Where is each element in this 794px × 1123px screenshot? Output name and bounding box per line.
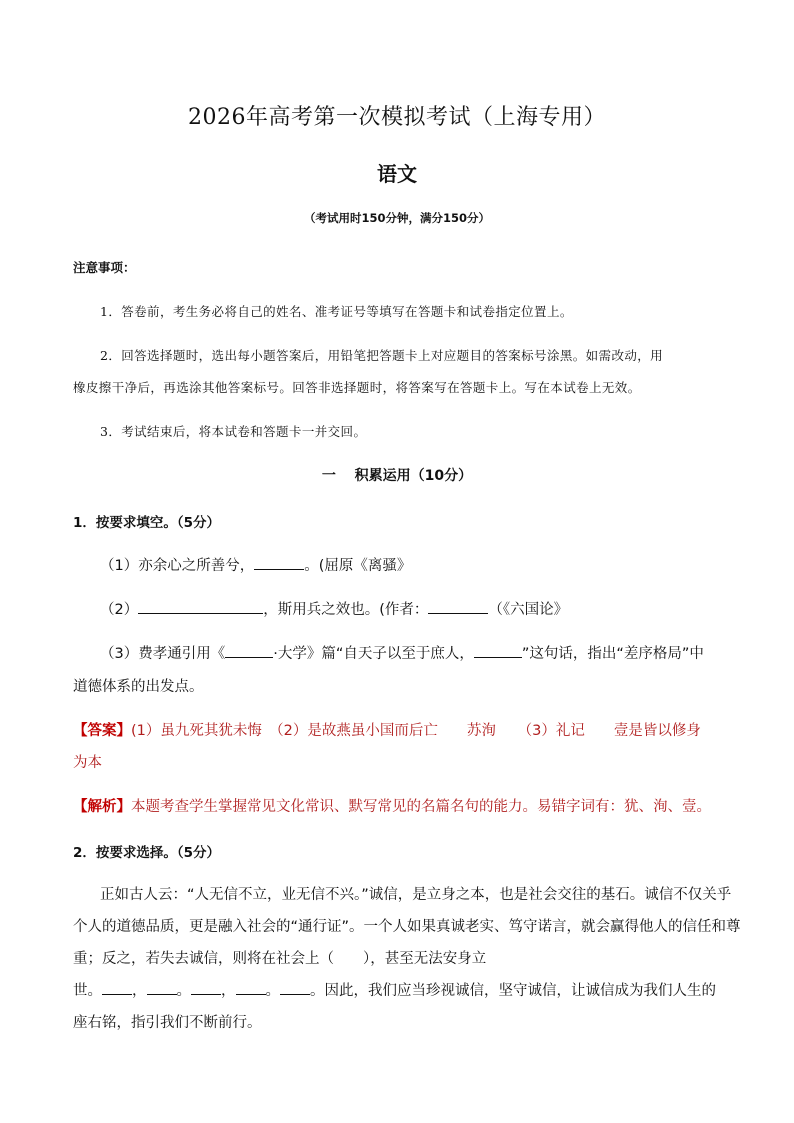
q2-passage-line-1: 正如古人云：“人无信不立，业无信不兴。”诚信，是立身之本，也是社会交往的基石。诚信不仅关乎 [100, 887, 732, 903]
q2-blank-2[interactable] [147, 980, 177, 995]
q2-blank-4[interactable] [236, 980, 266, 995]
subject-title: 语文 [377, 162, 417, 186]
q2-sep-3: ， [221, 983, 236, 999]
notice-item-1: 1．答卷前，考生务必将自己的姓名、准考证号等填写在答题卡和试卷指定位置上。 [100, 304, 573, 319]
page-title: 2026年高考第一次模拟考试（上海专用） [188, 105, 606, 130]
answer-tag: 【答案】 [73, 723, 131, 739]
q1-sub-2-blank-2[interactable] [428, 599, 488, 614]
q2-passage-line-5: 座右铭，指引我们不断前行。 [73, 1015, 262, 1031]
analysis-text: 本题考查学生掌握常见文化常识、默写常见的名篇名句的能力。易错字词有：犹、洵、壹。 [131, 799, 711, 815]
q1-sub-3-line-2: 道德体系的出发点。 [73, 679, 204, 695]
q2-passage-line-4 [73, 979, 716, 1000]
notice-heading: 注意事项： [73, 260, 136, 275]
q2-sep-1: ， [132, 983, 147, 999]
q2-sep-4: 。 [265, 983, 280, 999]
q1-answer-line-1 [73, 719, 701, 740]
q1-sub-3-text-c: ”这句话，指出“差序格局”中 [521, 646, 704, 662]
q2-blank-1[interactable] [102, 980, 132, 995]
q1-sub-3-line-1 [100, 642, 704, 663]
q2-blank-3[interactable] [191, 980, 221, 995]
q2-passage-line-3: 重；反之，若失去诚信，则将在社会上（ ），甚至无法安身立 [73, 951, 487, 967]
section-heading: 一 积累运用（10分） [321, 468, 473, 484]
notice-item-2-line-1: 2．回答选择题时，选出每小题答案后，用铅笔把答题卡上对应题目的答案标号涂黑。如需改动，用 [100, 348, 664, 363]
q1-analysis [73, 795, 711, 816]
analysis-tag: 【解析】 [73, 799, 131, 815]
q2-sep-2: 。 [176, 983, 191, 999]
q1-sub-2-text-a: （2） [100, 602, 139, 618]
question-1-heading: 1．按要求填空。（5分） [73, 515, 221, 531]
exam-info: （考试用时150分钟，满分150分） [303, 211, 490, 225]
q1-sub-3-text-b: ·大学》篇“自天子以至于庶人， [273, 646, 474, 662]
q1-sub-2-text-b: ，斯用兵之效也。(作者： [263, 602, 429, 618]
q1-sub-3-text-a: （3）费孝通引用《 [100, 646, 226, 662]
q2-line-4-suffix: 。因此，我们应当珍视诚信，坚守诚信，让诚信成为我们人生的 [310, 983, 716, 999]
q1-sub-1-blank[interactable] [254, 555, 304, 570]
notice-item-2-line-2: 橡皮擦干净后，再选涂其他答案标号。回答非选择题时，将答案写在答题卡上。写在本试卷上无效。 [73, 380, 641, 395]
q2-passage-line-2: 个人的道德品质，更是融入社会的“通行证”。一个人如果真诚老实、笃守诺言，就会赢得他人的信任和尊 [73, 919, 741, 935]
q1-sub-1-text-a: （1）亦余心之所善兮， [100, 558, 255, 574]
q1-sub-3-blank-1[interactable] [225, 643, 273, 658]
q1-answer-line-2: 为本 [73, 755, 102, 771]
q2-blank-5[interactable] [280, 980, 310, 995]
q1-sub-2-blank-1[interactable] [138, 599, 263, 614]
q1-sub-1-text-b: 。(屈原《离骚》 [304, 558, 412, 574]
q1-sub-1 [100, 554, 411, 575]
notice-item-3: 3．考试结束后，将本试卷和答题卡一并交回。 [100, 424, 367, 439]
q1-sub-2-text-c: （《六国论》 [488, 602, 569, 618]
q1-sub-2 [100, 598, 568, 619]
question-2-heading: 2．按要求选择。（5分） [73, 845, 221, 861]
answer-text: (1）虽九死其犹未悔 （2）是故燕虽小国而后亡 苏洵 （3）礼记 壹是皆以修身 [131, 723, 701, 739]
q1-sub-3-blank-2[interactable] [474, 643, 522, 658]
q2-line-4-prefix: 世。 [73, 983, 102, 999]
